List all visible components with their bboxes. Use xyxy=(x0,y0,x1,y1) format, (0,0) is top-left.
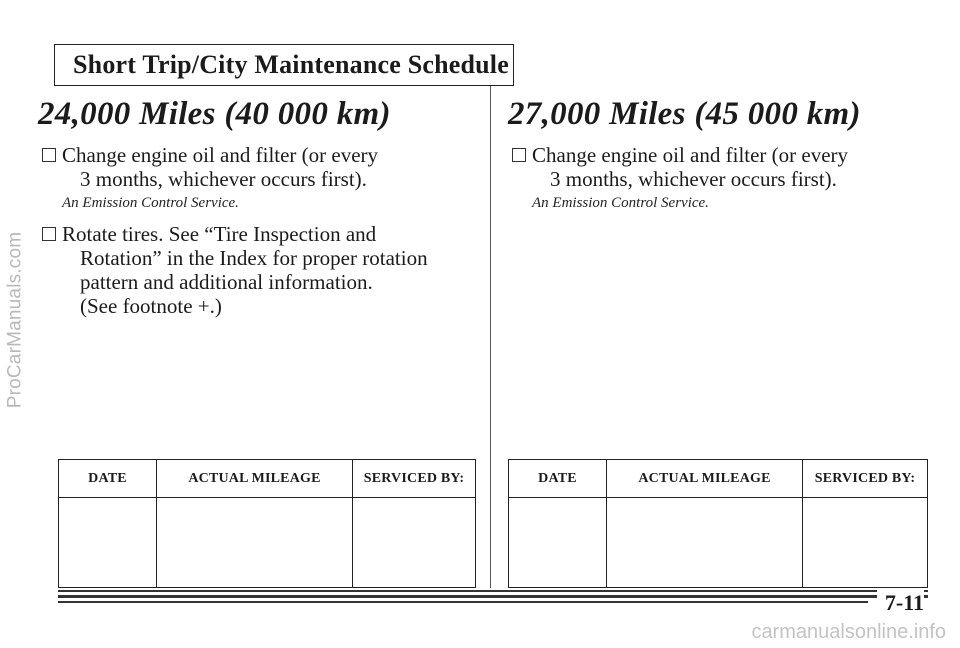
side-watermark xyxy=(2,140,28,500)
interval-column-27000 xyxy=(508,96,938,222)
side-watermark-text: ProCarManuals.com xyxy=(4,231,26,409)
section-title: Short Trip/City Maintenance Schedule xyxy=(73,50,509,79)
footer-rule xyxy=(58,590,928,592)
interval-heading: 27,000 Miles (45 000 km) xyxy=(508,96,861,132)
footer-rule xyxy=(58,601,868,603)
footer-rules xyxy=(58,590,928,603)
checkbox-icon[interactable] xyxy=(512,148,526,162)
column-divider xyxy=(490,86,491,588)
checkbox-icon[interactable] xyxy=(42,148,56,162)
service-record-table xyxy=(508,459,928,588)
item-line: 3 months, whichever occurs first). xyxy=(550,167,837,191)
mileage-cell[interactable] xyxy=(607,498,803,588)
interval-column-24000 xyxy=(38,96,478,322)
section-header-box xyxy=(54,44,514,86)
table-header-serviced-by: SERVICED BY: xyxy=(353,460,476,498)
table-header-date: DATE xyxy=(59,460,157,498)
mileage-cell[interactable] xyxy=(157,498,353,588)
table-header-date: DATE xyxy=(509,460,607,498)
checklist-item xyxy=(508,143,938,191)
serviced-by-cell[interactable] xyxy=(353,498,476,588)
emission-note: An Emission Control Service. xyxy=(532,195,709,211)
date-cell[interactable] xyxy=(509,498,607,588)
item-line: pattern and additional information. xyxy=(80,270,373,294)
checkbox-icon[interactable] xyxy=(42,227,56,241)
item-line: 3 months, whichever occurs first). xyxy=(80,167,367,191)
checklist-item xyxy=(38,222,478,318)
table-header-serviced-by: SERVICED BY: xyxy=(803,460,928,498)
item-line: Change engine oil and filter (or every xyxy=(532,143,849,167)
item-line: Change engine oil and filter (or every xyxy=(62,143,379,167)
table-header-mileage: ACTUAL MILEAGE xyxy=(607,460,803,498)
interval-heading: 24,000 Miles (40 000 km) xyxy=(38,96,391,132)
date-cell[interactable] xyxy=(59,498,157,588)
checklist-item xyxy=(38,143,478,191)
emission-note: An Emission Control Service. xyxy=(62,195,239,211)
service-record-table xyxy=(58,459,476,588)
item-line: Rotation” in the Index for proper rotation xyxy=(80,246,428,270)
item-line: Rotate tires. See “Tire Inspection and xyxy=(62,222,377,246)
item-line: (See footnote +.) xyxy=(80,294,222,318)
serviced-by-cell[interactable] xyxy=(803,498,928,588)
bottom-watermark: carmanualsonline.info xyxy=(751,621,946,643)
table-header-mileage: ACTUAL MILEAGE xyxy=(157,460,353,498)
page-number: 7-11 xyxy=(877,590,924,616)
footer-rule xyxy=(58,595,928,598)
